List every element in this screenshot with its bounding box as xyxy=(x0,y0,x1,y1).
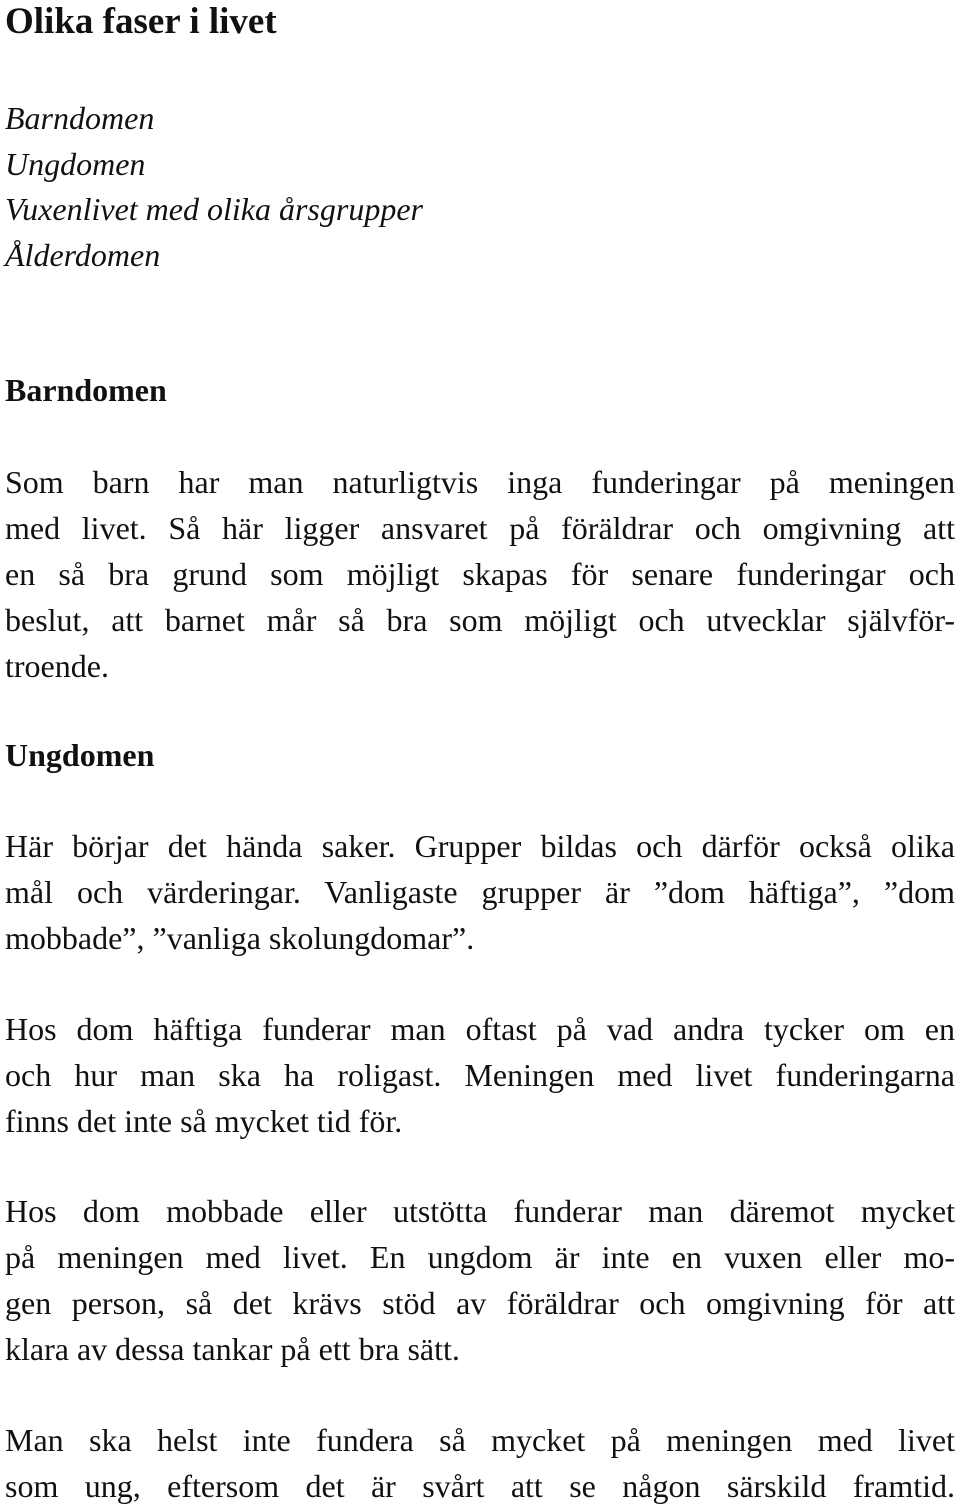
paragraph-line: Som barn har man naturligtvis inga funderingar på meningen xyxy=(5,464,955,500)
toc-item: Ålderdomen xyxy=(5,236,161,273)
paragraph-line: finns det inte så mycket tid för. xyxy=(5,1103,403,1139)
toc-item: Ungdomen xyxy=(5,145,146,182)
section-heading-ungdomen: Ungdomen xyxy=(5,737,155,773)
paragraph-line: en så bra grund som möjligt skapas för senare funderingar och xyxy=(5,556,955,592)
paragraph-line: på meningen med livet. En ungdom är inte en vuxen eller mo- xyxy=(5,1239,955,1275)
paragraph-ungdomen-4 xyxy=(5,1417,955,1509)
paragraph-line: klara av dessa tankar på ett bra sätt. xyxy=(5,1331,460,1367)
paragraph-line: och hur man ska ha roligast. Meningen med livet funderingarna xyxy=(5,1057,955,1093)
paragraph-line: mål och värderingar. Vanligaste grupper är ”dom häftiga”, ”dom xyxy=(5,874,955,910)
paragraph-line: mobbade”, ”vanliga skolungdomar”. xyxy=(5,920,475,956)
paragraph-line: Här börjar det hända saker. Grupper bildas och därför också olika xyxy=(5,828,955,864)
paragraph-line: troende. xyxy=(5,648,109,684)
paragraph-line: med livet. Så här ligger ansvaret på föräldrar och omgivning att xyxy=(5,510,955,546)
paragraph-line: beslut, att barnet mår så bra som möjligt och utvecklar självför- xyxy=(5,602,955,638)
paragraph-line: som ung, eftersom det är svårt att se någon särskild framtid. xyxy=(5,1468,955,1504)
toc-item: Vuxenlivet med olika årsgrupper xyxy=(5,191,423,227)
toc-item: Barndomen xyxy=(5,100,155,136)
paragraph-line: gen person, så det krävs stöd av föräldrar och omgivning för att xyxy=(5,1285,955,1321)
toc-list xyxy=(5,96,423,278)
paragraph-line: Hos dom häftiga funderar man oftast på vad andra tycker om en xyxy=(5,1011,955,1047)
paragraph-line: Man ska helst inte fundera så mycket på meningen med livet xyxy=(5,1422,955,1458)
paragraph-ungdomen-3 xyxy=(5,1188,955,1372)
paragraph-line: Hos dom mobbade eller utstötta funderar man däremot mycket xyxy=(5,1193,955,1229)
page-title: Olika faser i livet xyxy=(5,1,277,42)
paragraph-ungdomen-1 xyxy=(5,823,955,961)
section-heading-barndomen: Barndomen xyxy=(5,372,167,408)
paragraph-ungdomen-2 xyxy=(5,1006,955,1144)
paragraph-barndomen xyxy=(5,459,955,689)
